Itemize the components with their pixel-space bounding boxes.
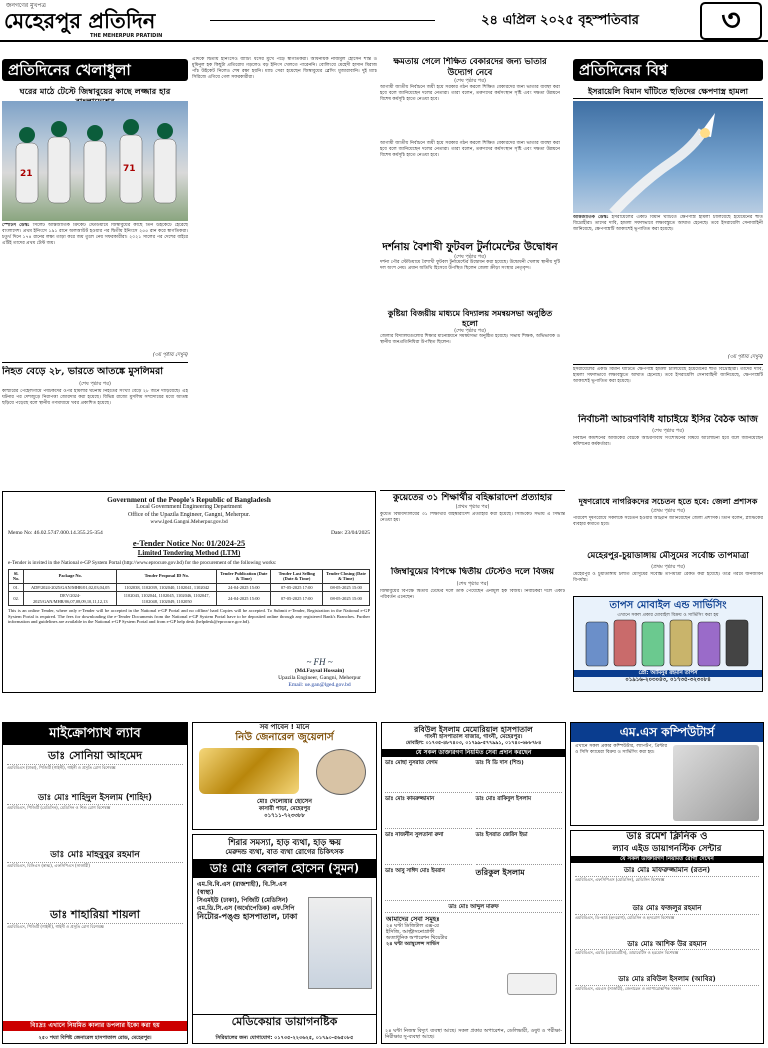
tender-office: Office of the Upazila Engineer, Gangni, Meherpur. <box>127 511 251 518</box>
doctor-name: ডাঃ ইসরাত জেরিন ইভা <box>476 831 563 865</box>
doctor-name: ডাঃ আবু সাঈদ মোঃ ইমরান <box>385 867 472 901</box>
ad-ms-computers <box>570 722 764 826</box>
rule <box>573 364 763 365</box>
cell: 02. <box>9 592 24 606</box>
sub-election: (শেষ পৃষ্ঠার পর) <box>652 428 684 434</box>
sports-credit: স্পোর্টস ডেস্ক: <box>2 223 30 228</box>
ad-rabiul-hospital <box>381 722 566 1044</box>
ad-rabiul-title: রবিউল ইসলাম মেমোরিয়াল হাসপাতাল <box>414 725 533 734</box>
signature-mark: ~ FH ~ <box>306 656 333 667</box>
missile-illustration <box>573 101 763 213</box>
sports-continued: (৩য় পৃষ্ঠায় দেখুন) <box>152 352 188 358</box>
doctor-degree: এমবিবিএস, এমএস (সার্জারী), জেনারেল ও ল্যাপারোস্কপিক সার্জন <box>575 986 681 992</box>
doctor-name: ডাঃ মোছা নুসরাত বেগম <box>385 759 472 793</box>
tender-signer-email: Email: ue.gan@lged.gov.bd <box>288 682 351 689</box>
world-photo <box>573 101 763 213</box>
sub-school: (শেষ পৃষ্ঠার পর) <box>454 327 486 334</box>
headline-unemployed: ক্ষমতায় গেলে শিক্ষিত বেকারদের জন্য ভাতার উদ্যোগ নেবে <box>393 57 547 78</box>
ad-micropath-address: ২৫০ শয্যা বিশিষ্ট জেনারেল হাসপাতাল রোড, মেহেরপুর। <box>38 1034 152 1041</box>
cell: 07-05-2025 17:00 <box>271 583 323 592</box>
doctor-photo <box>308 897 372 989</box>
ad-jewel-phone: ০১৭১১-৭২৩৩৮৮ <box>264 812 305 819</box>
cell: 08-05-2025 15:00 <box>323 592 370 606</box>
ad-jewel-name: মোঃ দেলোয়ার হোসেন <box>257 798 312 806</box>
owner-photo <box>316 749 366 795</box>
headline-kuet: কুয়েতের ৩১ শিক্ষার্থীর বহিষ্কারাদেশ প্রত্যাহার <box>380 490 565 504</box>
middle-column <box>380 57 560 487</box>
ad-micropath-footer: বিঃদ্রঃ এখানে নিয়মিত কালার ডপলার ইকো করা হয় <box>3 1021 187 1031</box>
ad-micropath-title: মাইক্রোপ্যাথ ল্যাব <box>3 723 187 745</box>
cell: 01. <box>9 583 24 592</box>
world-continued: (৩য় পৃষ্ঠায় দেখুন) <box>727 354 763 360</box>
doctor-degree: এমবিবিএস, পিজিটি (মেডিসিন), মেডিসিন ও শিশু রোগ বিশেষজ্ঞ <box>7 804 111 810</box>
doctor-name: ডাঃ মোঃ আশিক উর রহমান <box>575 939 759 951</box>
th-publication: Tender Publication (Date & Time) <box>217 569 271 583</box>
body-election: নির্বাচন কমিশনের আজকের বৈঠকে আচরণবিধি সংশোধনের বিষয়ে আলোচনা হবে বলে জানিয়েছেন কমিশনের কর্মকর্তারা। <box>573 436 763 447</box>
world-col-text: ইসরায়েলের একটি বিমান ঘাঁটিতে ক্ষেপণাস্ত্র হামলা চালিয়েছে ইয়েমেনের হুতি বিদ্রোহীরা। তাদের দাবি, হামলা সফলভাবে লক্ষ্যবস্তুতে আঘাত হেনেছে। তবে ইসরায়েলি সেনাবাহিনী জানিয়েছে, ক্ষেপণাস্ত্রটি আকাশেই ভূপাতিত করা হয়েছে। <box>573 367 763 384</box>
ambulance-icon <box>507 973 557 995</box>
header-rule <box>210 20 435 21</box>
tender-lged: Local Government Engineering Department <box>136 504 242 511</box>
ad-clinic-title: ডাঃ রমেশ ক্লিনিক ও <box>626 831 708 842</box>
service-item: ২৪ ঘণ্টা ডিজিটাল এক্স-রে <box>386 922 439 929</box>
issue-date: ২৪ এপ্রিল ২০২৫ বৃহস্পতিবার <box>481 13 639 28</box>
doctor-name: ডাঃ বি ডি দাস (শিশু) <box>476 759 563 793</box>
masthead <box>0 0 768 42</box>
ad-ms-title: এম.এস কম্পিউটার্স <box>571 723 763 742</box>
phones-illustration <box>574 618 762 668</box>
doctor-name: ডাঃ নাজনীন সুলতানা রুনা <box>385 831 472 865</box>
tender-intro: e-Tender is invited in the National e-GP System Portal (http://www.eprocure.gov.bd) for the procurement of the following works: <box>8 560 277 567</box>
ad-bone-top2: মেরুদন্ড ব্যথা, বাত ব্যথা রোগের চিকিৎসক <box>225 847 344 856</box>
section-sports: প্রতিদিনের খেলাধুলা <box>2 59 188 81</box>
ad-jewellers <box>192 722 377 830</box>
ad-taps-title: তাপস মোবাইল এন্ড সার্ভিসিং <box>609 600 727 611</box>
ad-bone-diagnostic: মেডিকেয়ার ডায়াগনষ্টিক <box>193 1014 376 1029</box>
sub-pollution: (প্রথম পৃষ্ঠার পর) <box>651 508 685 514</box>
ad-taps-mobile <box>573 596 763 692</box>
ad-bone-doctor-name: ডাঃ মোঃ বেলাল হোসেন (সুমন) <box>193 859 376 877</box>
ad-bone-hospital: নিটোর-পঙ্গু হাসপাতাল, ঢাকা <box>197 911 298 921</box>
sub-football: (শেষ পৃষ্ঠার পর) <box>454 253 486 260</box>
table-row <box>9 583 370 592</box>
doctor-name: ডাঃ মোঃ রবিউল ইসলাম (আবির) <box>575 974 759 986</box>
ad-taps-line: এখানে সকল প্রকার মোবাইল বিক্রয় ও সার্ভিসিং করা হয় <box>617 612 719 618</box>
tender-title: e-Tender Notice No: 01/2024-25 <box>132 538 246 548</box>
doctor-degree: এমবিবিএস, পিজিটি (গাইনী), গাইনী ও প্রসূতি রোগ বিশেষজ্ঞ <box>7 923 104 929</box>
ad-bone-degree: এম.বি.বি.এস (রাজশাহী), বি.সি.এস (স্বাস্থ্য) <box>197 880 287 896</box>
ad-clinic-title2: ল্যাব এইড ডায়াগনস্টিক সেন্টার <box>612 843 722 854</box>
jewelry-image <box>199 748 299 794</box>
body-kuet: কুয়েত বিশ্ববিদ্যালয়ের ৩১ শিক্ষার্থীর বহিষ্কারাদেশ প্রত্যাহার করা হয়েছে। সিন্ডিকেট সভায় এ সিদ্ধান্ত নেওয়া হয়। <box>380 512 565 523</box>
world-headline: ইসরায়েলি বিমান ঘাঁটিতে হুতিদের ক্ষেপণাস্ত্র হামলা <box>573 86 763 99</box>
cell: ADP/2024-2025/GAN/MHR/01,02,03,04,05 <box>24 583 117 592</box>
ad-bone-doctor <box>192 834 377 1044</box>
ad-micropath <box>2 722 188 1044</box>
body-football: দর্শনা পৌর স্টেডিয়ামে বৈশাখী ফুটবল টুর্নামেন্টের উদ্বোধন করা হয়েছে। উদ্বোধনী খেলায় স্থানীয় দুটি দল অংশ নেয়। প্রধান অতিথি হিসেবে উপস্থিত ছিলেন জেলা ক্রীড়া সংস্থার নেতৃবৃন্দ। <box>380 259 560 271</box>
doctor-degree: এমবিবিএস, বিসিএস (স্বাস্থ্য), এফসিপিএস (সার্জারী) <box>7 862 90 868</box>
ad-rabiul-phone: মোবাইল: ০১৭৩৫-৪৮৭৪০৩, ০১৭৯৯-৫৭৭৯৯১, ০১৭৪০-৬৮৮৭৮৪ <box>405 741 542 747</box>
ad-rabiul-addr: গাংনী হাসপাতাল বাজার, গাংনী, মেহেরপুর। <box>424 734 523 741</box>
tender-table <box>8 569 370 607</box>
doctor-degree: এমবিবিএস, ডি-কার্ড (হৃদরোগ), মেডিসিন ও হৃদরোগ বিশেষজ্ঞ <box>575 914 675 920</box>
body-pollution: পরিবেশ দূষণরোধে সকলকে সচেতন হওয়ার আহ্বান জানিয়েছেন জেলা প্রশাসক। তিনি বলেন, প্লাস্টিকের ব্যবহার কমাতে হবে। <box>573 516 763 527</box>
svg-text:71: 71 <box>123 164 136 174</box>
page-number-box <box>700 2 762 40</box>
column2-body: এদিকে দ্বিতীয় ইনিংসেও ব্যাটিং ধসের মুখে পড়ে স্বাগতিকরা। অধিনায়ক নাজমুল হোসেন শান্ত ও মুমিনুল হক কিছুটা প্রতিরোধ গড়লেও বড় ইনিংস খেলতে পারেননি। বোলিংয়ে মেহেদী হাসান মিরাজ পাঁচ উইকেট নিলেও শেষ রক্ষা হয়নি। ম্যাচ সেরা হয়েছেন জিম্বাবুয়ের ব্লেসিং মুজারাবানি। দুই ম্যাচ সিরিজে এগিয়ে গেল সফরকারীরা। <box>192 57 377 80</box>
body-school: জেলার বিদ্যালয়গুলোর শিক্ষার মানোন্নয়নে সমন্বয়সভা অনুষ্ঠিত হয়েছে। সভায় শিক্ষক, অভিভাবক ও স্থানীয় জনপ্রতিনিধিরা উপস্থিত ছিলেন। <box>380 334 560 346</box>
doctor-name: ডাঃ মোঃ আব্দুল মারুফ <box>385 903 562 913</box>
th-selling: Tender Last Selling (Date & Time) <box>271 569 323 583</box>
devices-image <box>673 745 759 821</box>
cell: 07-05-2025 17:00 <box>271 592 323 606</box>
masthead-title: মেহেরপুর প্রতিদিন <box>4 8 156 33</box>
ad-rabiul-note: ২৪ ঘন্টা নিজস্ব বিদ্যুৎ ব্যবস্থা আছে। সকল প্রকার অপারেশন, ডেলিভারী, ওষুধ ও পরীক্ষা-নিরীক্ষার সু-ব্যবস্থা আছে। <box>385 1028 562 1040</box>
headline-pollution: দূষণরোধে নাগরিকদের সচেতন হতে হবে: জেলা প্রশাসক <box>578 496 758 506</box>
doctor-name: ডাঃ মোঃ কামরুজ্জামান <box>385 795 472 829</box>
ad-taps-phone: ০১৯১৬-২০৩০৪৩, ০১৭৩৫-৩২৩০৮৪ <box>625 677 711 684</box>
ad-jewel-addr: কাসারী পাড়া, মেহেরপুর <box>258 805 311 812</box>
spacer-text: আগামী জাতীয় নির্বাচনে জয়ী হয়ে সরকার গঠন করলে শিক্ষিত বেকারদের জন্য ভাতার ব্যবস্থা করা হবে বলে জানিয়েছেন দলের নেতারা। তারা বলেন, তরুণদের কর্মসংস্থান সৃষ্টি এবং দক্ষতা উন্নয়নে বিশেষ কর্মসূচি হাতে নেওয়া হবে। <box>380 140 560 158</box>
page-number: ৩ <box>721 3 741 39</box>
ad-jewel-title: নিউ জেনারেল জুয়েলার্স <box>235 731 334 743</box>
table-row <box>9 592 370 606</box>
ad-bone-contact: সিরিয়ালের জন্য যোগাযোগ: ০১৭৩৫-২২৩৬২৫, ০১৭৯০-৫৬৫০৮৫ <box>215 1034 354 1041</box>
doctor-name: ডাঃ শাহারিয়া শায়লা <box>7 907 183 924</box>
ad-clinic-sub: যে সকল ডাক্তারগণ নিয়মিত রোগী দেখেন <box>571 856 763 863</box>
sports-body <box>2 223 188 333</box>
sports-photo <box>2 101 188 221</box>
masthead-english: THE MEHERPUR PRATIDIN <box>90 33 163 39</box>
cell: 24-04-2025 15:00 <box>217 583 271 592</box>
doctor-degree: এমবিবিএস, এফসিপিএস (মেডিসিন), মেডিসিন বিশেষজ্ঞ <box>575 876 665 882</box>
headline-school: কুষ্টিয়া বিজয়ীয় মাধ্যমে বিদ্যালয় সমন্বয়সভা অনুষ্ঠিত হলো <box>387 307 553 328</box>
players-illustration <box>2 101 188 221</box>
svg-text:21: 21 <box>20 169 33 179</box>
cell: 1102038, 1102039, 1102040, 1102041, 1102042 <box>117 583 217 592</box>
ad-taps-contact: প্রো: আমিনুর রহমান তাপস <box>574 670 762 677</box>
tender-table-header <box>9 569 370 583</box>
sports-headline: ঘরের মাঠে টেস্টে জিম্বাবুয়ের কাছে লজ্জার হার <box>2 86 188 110</box>
ad-bone-degree2: সিএমইউ (ঢাকা), পিজিটি (মেডিসিন) <box>197 896 288 904</box>
ad-ms-line: এখানে সকল প্রকার কম্পিউটার, ল্যাপটপ, প্রিন্টার ও সিসি ক্যামেরা বিক্রয় ও সার্ভিসিং করা হয়। <box>575 744 667 755</box>
headline-football: দর্শনায় বৈশাখী ফুটবল টুর্নামেন্টের উদ্বোধন <box>382 240 558 253</box>
world-text: ইসরায়েলের একটি বিমান ঘাঁটিতে ক্ষেপণাস্ত্র হামলা চালিয়েছে ইয়েমেনের হুতি বিদ্রোহীরা। তাদের দাবি, হামলা সফলভাবে লক্ষ্যবস্তুতে আঘাত হেনেছে। তবে ইসরায়েলি সেনাবাহিনী জানিয়েছে, ক্ষেপণাস্ত্রটি আকাশেই ভূপাতিত করা হয়েছে। <box>573 215 763 232</box>
ad-bone-top: শিরার সমস্যা, হাড় ব্যথা, হাড় ক্ষয় <box>228 837 341 847</box>
tagline: জনগণের মুখপত্র <box>6 2 46 9</box>
cell: DEV/2024-2025/GAN/MHR/06,07,08,09,10,11,12,13 <box>24 592 117 606</box>
tender-gov: Government of the People's Republic of Bangladesh <box>107 495 271 504</box>
headline-election: নির্বাচনী আচরণবিধি যাচাইয়ে ইসির বৈঠক আজ <box>578 414 758 425</box>
headline-temperature: মেহেরপুর-চুয়াডাঙ্গায় মৌসুমের সর্বোচ্চ তাপমাত্রা <box>587 551 749 561</box>
tender-notice <box>2 491 376 693</box>
service-item: ইসিজি, আল্ট্রাসনোগ্রাফী <box>386 928 435 935</box>
sub-kuet: (প্রথম পৃষ্ঠার পর) <box>455 504 490 510</box>
tender-date: Date: 23/04/2025 <box>331 530 370 536</box>
ad-ramesh-clinic <box>570 830 764 1044</box>
cell: 08-05-2025 15:00 <box>323 583 370 592</box>
doctor-degree: এমবিবিএস, এমডি (ডায়াবেটিস), ডায়াবেটিস ও হরমোন বিশেষজ্ঞ <box>575 950 679 956</box>
news-headline-india: নিহত বেড়ে ২৮, ভারতে আতঙ্কে মুসলিমরা <box>2 366 164 377</box>
doctor-name: ডাঃ মোঃ মাহবুবুর রহমান <box>7 849 183 863</box>
doctor-name: ডাঃ সোনিয়া আহমেদ <box>7 748 183 765</box>
body-zimbabwe: জিম্বাবুয়ের বিপক্ষে দ্বিতীয় টেস্টের দলে ডাক পেয়েছেন এনামুল হক বিজয়। নির্বাচকরা দলে একটি পরিবর্তন এনেছেন। <box>380 589 565 600</box>
tender-memo: Memo No: 46.02.5747.000.14.355.25-354 <box>8 530 103 536</box>
doctor-name: ডাঃ মোঃ মাফরুজ্জামান (রতন) <box>575 865 759 877</box>
doctor-name: ডাঃ মোঃ রাকিবুল ইসলাম <box>476 795 563 829</box>
th-package: Package No. <box>24 569 117 583</box>
doctor-name: তরিকুল ইসলাম <box>476 867 563 901</box>
news-body-india: কাশ্মীরের পেহেলগামে পর্যটকদের ওপর হামলার ঘটনায় নিহতের সংখ্যা বেড়ে ২৮ জনে দাঁড়িয়েছে। এই ঘটনার পর দেশজুড়ে নিরাপত্তা জোরদার করা হয়েছে। বিভিন্ন রাজ্যে মুসলিম সম্প্রদায়ের মধ্যে আতঙ্ক ছড়িয়ে পড়েছে বলে স্থানীয় গণমাধ্যমে খবর প্রকাশিত হয়েছে। <box>2 389 188 406</box>
cell: 1102043, 1102044, 1102045, 1102046, 1102047, 1102048, 1102049, 1102050 <box>117 592 217 606</box>
section-world: প্রতিদিনের বিশ্ব <box>573 59 763 81</box>
sub-temperature: (প্রথম পৃষ্ঠার পর) <box>651 564 685 570</box>
headline-zimbabwe: জিম্বাবুয়ের বিপক্ষে দ্বিতীয় টেস্টেও দলে বিজয় <box>390 567 555 577</box>
th-sl: Sl. No. <box>9 569 24 583</box>
ad-rabiul-banner: যে সকল ডাক্তারগণ নিয়মিত সেবা প্রদান করছেন <box>382 749 565 757</box>
doctor-name: ডাঃ মোঃ শাহিদুল ইসলাম (শাহিদ) <box>7 791 183 805</box>
tender-signer-title: Upazila Engineer, Gangni, Meherpur <box>278 675 361 682</box>
ad-rabiul-services: আমাদের সেবা সমূহঃ <box>386 914 440 923</box>
news-sub-india: (শেষ পৃষ্ঠার পর) <box>79 381 111 387</box>
world-credit: আন্তর্জাতিক ডেস্ক: <box>573 215 609 220</box>
world-body <box>573 215 763 355</box>
th-closing: Tender Closing (Date & Time) <box>323 569 370 583</box>
body-temperature: মেহেরপুর ও চুয়াডাঙ্গায় চলতি মৌসুমের সর্বোচ্চ তাপমাত্রা রেকর্ড করা হয়েছে। তীব্র গরমে জনজীবন বিপর্যস্ত। <box>573 572 763 583</box>
rule <box>2 362 188 363</box>
tender-signer: (Md.Faysal Hossain) <box>294 668 345 675</box>
body-unemployed: আগামী জাতীয় নির্বাচনে জয়ী হয়ে সরকার গঠন করলে শিক্ষিত বেকারদের জন্য ভাতার ব্যবস্থা করা হবে বলে জানিয়েছেন দলের নেতারা। তারা বলেন, তরুণদের কর্মসংস্থান সৃষ্টি এবং দক্ষতা উন্নয়নে বিশেষ কর্মসূচি হাতে নেওয়া হবে। <box>380 84 560 102</box>
doctor-degree: এমবিবিএস (ঢাকা), পিজিটি (গাইনী), গাইনী ও প্রসূতি রোগ বিশেষজ্ঞ <box>7 765 116 770</box>
doctor-name: ডাঃ মোঃ ফজলুর রহমান <box>575 903 759 915</box>
service-item: অত্যাধুনিক অপারেশন থিয়েটার <box>386 935 448 942</box>
ad-bone-degree3: এম.ডি.সি.এস (অর্থোপেডিক) এফ.সিপি <box>197 904 295 912</box>
sub-unemployed: (শেষ পৃষ্ঠার পর) <box>454 78 486 85</box>
cell: 24-04-2025 15:00 <box>217 592 271 606</box>
tender-footer: This is an online Tender, where only e-Tender will be accepted in the National e-GP Portal and no offline/ hard Copies will be accepted. To Submit e-Tender, Registration in the National e-GP System Portal is required. The fees for downloading the e-Tender Documents from the National e-GP System Portal have to be deposited online through any registered Bank's Branches. Further information and guidelines are available in the National e-GP System Portal and from e-GP help desk (helpdesk@eprocure.gov.bd). <box>8 608 370 625</box>
th-proposal: Tender Proposal ID No. <box>117 569 217 583</box>
sub-zimbabwe: (শেষ পৃষ্ঠার পর) <box>456 581 489 587</box>
ad-jewel-top: সব পাবেন ! মানে <box>259 723 310 731</box>
tender-subtitle: Limited Tendering Method (LTM) <box>137 549 241 558</box>
tender-web: www.lged.Gangni.Meherpur.gov.bd <box>150 519 228 526</box>
sports-text: সিলেট আন্তর্জাতিক ক্রিকেট স্টেডিয়ামে জিম্বাবুয়ের কাছে তিন উইকেটে হেরেছে বাংলাদেশ। প্রথম ইনিংসে ১৯১ রানে অলআউট হওয়ার পর দ্বিতীয় ইনিংসে ২৫৫ রান করে স্বাগতিকরা। চতুর্থ দিনে ১৭৪ রানের লক্ষ্য তাড়া করে জয় তুলে নেয় সফরকারীরা। ২০২১ সালের পর দেশের বাইরে এটিই তাদের প্রথম টেস্ট জয়। <box>2 223 188 246</box>
ad-rabiul-ambulance: ২৪ ঘন্টা অ্যাম্বুলেন্স সার্ভিস <box>386 941 440 948</box>
